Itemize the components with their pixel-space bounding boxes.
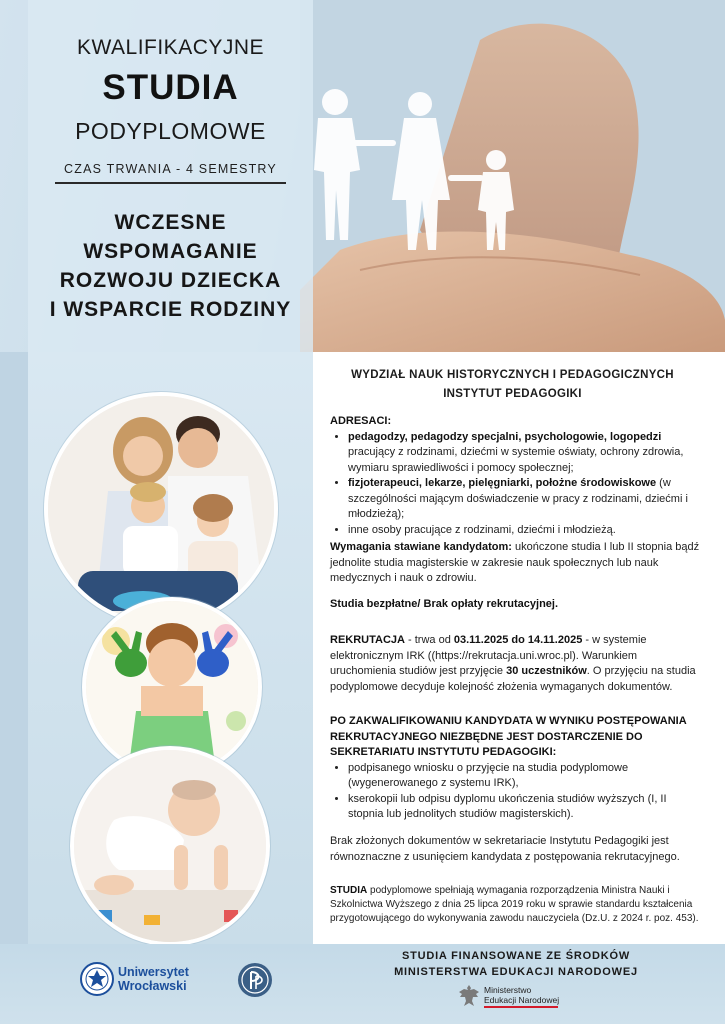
- institute-emblem-icon: [237, 962, 273, 998]
- hero-title: STUDIA: [102, 68, 239, 107]
- documents-list: [330, 761, 700, 823]
- family-photo: [44, 392, 278, 626]
- recruitment-dates: 03.11.2025 do 14.11.2025: [453, 634, 583, 646]
- target-audience-section: [330, 414, 700, 538]
- fee-text: Studia bezpłatne/ Brak opłaty rekrutacyjnej.: [330, 598, 559, 610]
- list-item: [348, 476, 700, 523]
- missing-documents-notice: Brak złożonych dokumentów w sekretariacie Instytutu Pedagogiki jest równoznaczne z usunięciem kandydata z postępowania rekrutacyjnego.: [330, 835, 680, 863]
- target-audience-list: [330, 430, 700, 539]
- hero-kicker: KWALIFIKACYJNE: [76, 36, 265, 59]
- polish-eagle-icon: [458, 983, 480, 1009]
- funding-statement: [360, 948, 672, 980]
- requirements-label: Wymagania stawiane kandydatom:: [330, 541, 512, 553]
- program-name-line: WCZESNE: [114, 211, 227, 234]
- hero-subtitle: PODYPLOMOWE: [75, 118, 266, 144]
- university-logo-icon: [80, 962, 114, 996]
- university-name-line: Wrocławski: [118, 978, 187, 993]
- recruitment-text: . O przyjęciu na studia podyplomowe decyduje kolejność złożenia wymaganych dokumentów.: [330, 665, 696, 693]
- funding-line: STUDIA FINANSOWANE ZE ŚRODKÓW: [401, 950, 631, 962]
- recruitment-text: - trwa od: [404, 634, 454, 646]
- recruitment-text: - w systemie elektronicznym IRK ((https://rekrutacja.uni.wroc.pl). Warunkiem uruchomienia studiów jest przyjęcie: [330, 634, 647, 677]
- program-name: [28, 208, 313, 324]
- audience-roles: pedagodzy, pedagodzy specjalni, psychologowie, logopedzi: [348, 430, 662, 443]
- participant-count: 30 uczestników: [506, 665, 587, 677]
- recruitment-label: REKRUTACJA: [330, 634, 405, 646]
- requirements-text: ukończone studia I lub II stopnia bądź jednolite studia magisterskie w zakresie nauk społecznych lub nauk medycznych i nauk o zdrowiu.: [330, 541, 700, 584]
- audience-description: inne osoby pracujące z rodzinami, dziećmi i młodzieżą.: [348, 523, 616, 536]
- audience-description: (w szczególności mającym doświadczenie w pracy z rodzinami, dziećmi i młodzieżą);: [348, 477, 688, 520]
- target-audience-heading: ADRESACI:: [330, 415, 392, 427]
- faculty-name: WYDZIAŁ NAUK HISTORYCZNYCH I PEDAGOGICZNYCH: [351, 369, 674, 381]
- department-header: [330, 366, 695, 404]
- duration-label: CZAS TRWANIA - 4 SEMESTRY: [64, 162, 277, 176]
- documents-heading: PO ZAKWALIFIKOWANIU KANDYDATA W WYNIKU POSTĘPOWANIA REKRUTACYJNEGO NIEZBĘDNE JEST DOSTARCZENIE DO SEKRETARIATU INSTYTUTU PEDAGOGIKI:: [330, 715, 687, 758]
- funding-line: MINISTERSTWA EDUKACJI NARODOWEJ: [394, 966, 638, 978]
- recruitment-paragraph: [330, 633, 700, 695]
- requirements-paragraph: [330, 540, 700, 587]
- hands-family-cutout-image: [300, 0, 725, 352]
- title-divider: [55, 182, 286, 184]
- crawling-baby-photo: [70, 746, 270, 946]
- audience-roles: fizjoterapeuci, lekarze, pielęgniarki, położne środowiskowe: [348, 477, 657, 489]
- regulation-label: STUDIA: [330, 885, 368, 896]
- program-name-line: ROZWOJU DZIECKA: [59, 269, 282, 292]
- ministry-red-underline: [484, 1006, 558, 1008]
- list-item: • podpisanego wniosku o przyjęcie na studia podyplomowe (wygenerowanego z systemu IRK),: [348, 761, 700, 792]
- regulation-text: podyplomowe spełniają wymagania rozporządzenia Ministra Nauki i Szkolnictwa Wyższego z dnia 25 lipca 2019 roku w sprawie standardu kształcenia przygotowującego do wykonywania zawodu nauczyciela (Dz.U. z 2024 r. poz. 453).: [330, 885, 699, 924]
- ministry-name: [484, 985, 559, 1005]
- list-item: • kserokopii lub odpisu dyplomu ukończenia studiów wyższych (I, II stopnia lub jednolitych studiów magisterskich).: [348, 792, 700, 823]
- program-name-line: I WSPARCIE RODZINY: [49, 298, 292, 321]
- university-name: [118, 966, 189, 993]
- ministry-name-line: Ministerstwo: [484, 985, 532, 995]
- list-item: [348, 430, 700, 477]
- documents-section: [330, 714, 700, 823]
- regulation-note: [330, 884, 700, 926]
- program-name-line: WSPOMAGANIE: [83, 240, 258, 263]
- audience-description: pracujący z rodzinami, dziećmi w systemie oświaty, ochrony zdrowia, wymiaru sprawiedliwości i pomocy społecznej;: [348, 446, 684, 474]
- left-accent-strip: [0, 352, 28, 944]
- university-name-line: Uniwersytet: [118, 965, 189, 979]
- fee-notice: [330, 597, 700, 613]
- institute-name: INSTYTUT PEDAGOGIKI: [443, 388, 582, 400]
- ministry-name-line: Edukacji Narodowej: [484, 995, 560, 1005]
- list-item: [348, 523, 700, 539]
